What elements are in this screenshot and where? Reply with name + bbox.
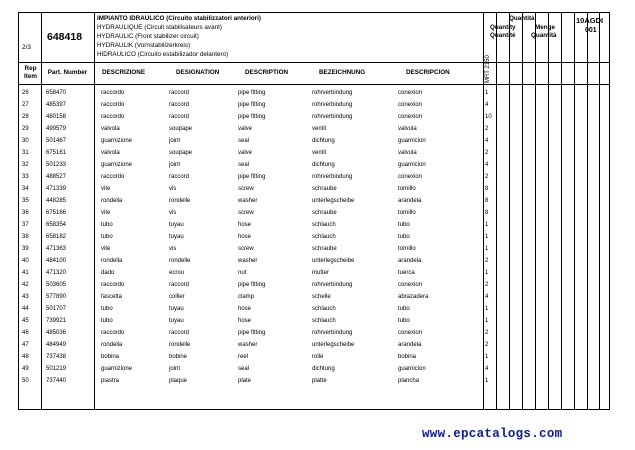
cell-quantity: 1 (485, 90, 489, 96)
cell-description: hose (238, 318, 252, 324)
cell-descripcion: plancha (398, 378, 420, 384)
table-code: 648418 (47, 31, 83, 43)
cell-designation: vis (169, 246, 177, 252)
cell-descrizione: tubo (101, 234, 113, 240)
cell-descrizione: bobina (101, 354, 120, 360)
cell-rep: 48 (22, 354, 29, 360)
cell-description: seal (238, 162, 250, 168)
cell-descripcion: conexion (398, 330, 423, 336)
cell-descripcion: conexion (398, 174, 423, 180)
cell-descrizione: raccordo (101, 90, 125, 96)
cell-part-number: 485397 (46, 102, 67, 108)
cell-part-number: 501219 (46, 366, 67, 372)
cell-bezeichnung: rohrverbindung (312, 282, 353, 288)
cell-bezeichnung: dichtung (312, 162, 335, 168)
cell-part-number: 739921 (46, 318, 67, 324)
cell-part-number: 658354 (46, 222, 67, 228)
cell-descripcion: conexion (398, 114, 423, 120)
cell-description: plate (238, 378, 252, 384)
table-row (19, 304, 609, 316)
cell-bezeichnung: schelle (312, 294, 331, 300)
cell-designation: rondelle (169, 342, 191, 348)
cell-descrizione: rondella (101, 342, 123, 348)
table-row (19, 328, 609, 340)
cell-designation: plaque (169, 378, 188, 384)
cell-description: pipe fitting (238, 174, 266, 180)
cell-quantity: 1 (485, 378, 489, 384)
cell-rep: 37 (22, 222, 29, 228)
cell-part-number: 501233 (46, 162, 67, 168)
cell-quantity: 1 (485, 354, 489, 360)
cell-rep: 46 (22, 330, 29, 336)
cell-rep: 36 (22, 210, 29, 216)
cell-description: pipe fitting (238, 102, 266, 108)
cell-descripcion: tornillo (398, 210, 416, 216)
table-row (19, 100, 609, 112)
cell-designation: joint (169, 162, 181, 168)
cell-descripcion: conexion (398, 102, 423, 108)
cell-descrizione: valvola (101, 126, 120, 132)
cell-rep: 49 (22, 366, 29, 372)
cell-bezeichnung: rolle (312, 354, 324, 360)
cell-bezeichnung: schlauch (312, 306, 336, 312)
cell-designation: tuyau (169, 318, 184, 324)
qty-fr: Quantité (490, 32, 516, 39)
title-en: HYDRAULIC (Front stabilizer circuit) (97, 33, 199, 40)
cell-quantity: 4 (485, 294, 489, 300)
cell-part-number: 480158 (46, 114, 67, 120)
cell-rep: 39 (22, 246, 29, 252)
cell-bezeichnung: schraube (312, 186, 337, 192)
cell-designation: joint (169, 138, 181, 144)
table-row (19, 268, 609, 280)
table-row (19, 124, 609, 136)
cell-designation: bobine (169, 354, 188, 360)
cell-description: valve (238, 126, 253, 132)
cell-quantity: 4 (485, 162, 489, 168)
cell-bezeichnung: schlauch (312, 222, 336, 228)
cell-bezeichnung: rohrverbindung (312, 114, 353, 120)
title-de: HYDRAULIK (Vornstabilizerkreis) (97, 42, 191, 49)
table-row (19, 208, 609, 220)
cell-designation: raccord (169, 102, 190, 108)
cell-quantity: 2 (485, 342, 489, 348)
cell-descrizione: dado (101, 270, 115, 276)
header-divider (19, 62, 609, 63)
cell-rep: 47 (22, 342, 29, 348)
cell-description: pipe fitting (238, 330, 266, 336)
cell-rep: 27 (22, 102, 29, 108)
cell-quantity: 10 (485, 114, 492, 120)
cell-descrizione: piastra (101, 378, 120, 384)
cell-designation: soupape (169, 126, 193, 132)
model-sub: 001 (585, 27, 597, 34)
cell-designation: rondelle (169, 258, 191, 264)
cell-designation: vis (169, 210, 177, 216)
cell-descripcion: arandela (398, 198, 422, 204)
cell-quantity: 8 (485, 198, 489, 204)
cell-bezeichnung: rohrverbindung (312, 102, 353, 108)
cell-quantity: 4 (485, 366, 489, 372)
cell-designation: tuyau (169, 306, 184, 312)
cell-bezeichnung: schlauch (312, 318, 336, 324)
cell-rep: 38 (22, 234, 29, 240)
cell-rep: 42 (22, 282, 29, 288)
table-row (19, 88, 609, 100)
title-it: IMPIANTO IDRAULICO (Circuito stabilizzatori anteriori) (97, 15, 261, 22)
cell-descrizione: vite (101, 210, 111, 216)
cell-part-number: 484949 (46, 342, 67, 348)
cell-part-number: 471339 (46, 186, 67, 192)
cell-description: clamp (238, 294, 255, 300)
cell-rep: 44 (22, 306, 29, 312)
cell-descrizione: tubo (101, 222, 113, 228)
cell-description: hose (238, 306, 252, 312)
parts-sheet (18, 12, 610, 410)
cell-description: seal (238, 366, 250, 372)
cell-designation: rondelle (169, 198, 191, 204)
model-code: 10AGDI (576, 16, 604, 25)
table-row (19, 244, 609, 256)
cell-rep: 32 (22, 162, 29, 168)
cell-bezeichnung: mutter (312, 270, 330, 276)
cell-descripcion: conexion (398, 90, 423, 96)
col-designation: DESIGNATION (176, 69, 220, 76)
cell-description: screw (238, 246, 254, 252)
cell-description: pipe fitting (238, 282, 266, 288)
cell-descripcion: tubo (398, 234, 410, 240)
cell-designation: collier (169, 294, 185, 300)
cell-description: pipe fitting (238, 114, 266, 120)
cell-bezeichnung: dichtung (312, 366, 335, 372)
cell-description: screw (238, 210, 254, 216)
cell-quantity: 4 (485, 138, 489, 144)
cell-descrizione: tubo (101, 306, 113, 312)
cell-designation: soupape (169, 150, 193, 156)
title-fr: HYDRAULIQUE (Circuit stabilisateurs avant) (97, 24, 222, 31)
cell-bezeichnung: rohrverbindung (312, 330, 353, 336)
cell-descripcion: conexion (398, 282, 423, 288)
col-descrizione: DESCRIZIONE (102, 69, 146, 76)
col-part-number: Part. Number (47, 69, 88, 76)
cell-part-number: 485036 (46, 330, 67, 336)
cell-designation: raccord (169, 114, 190, 120)
table-row (19, 148, 609, 160)
cell-descrizione: guarnizione (101, 366, 133, 372)
table-row (19, 292, 609, 304)
cell-quantity: 1 (485, 234, 489, 240)
cell-descripcion: valvula (398, 126, 417, 132)
cell-descrizione: raccordo (101, 282, 125, 288)
table-row (19, 232, 609, 244)
cell-part-number: 471320 (46, 270, 67, 276)
cell-descripcion: valvula (398, 150, 417, 156)
cell-descrizione: guarnizione (101, 138, 133, 144)
cell-descripcion: tubo (398, 222, 410, 228)
cell-description: pipe fitting (238, 90, 266, 96)
cell-quantity: 4 (485, 102, 489, 108)
cell-rep: 34 (22, 186, 29, 192)
cell-descrizione: raccordo (101, 102, 125, 108)
table-row (19, 352, 609, 364)
cell-quantity: 1 (485, 318, 489, 324)
cell-bezeichnung: schlauch (312, 234, 336, 240)
cell-rep: 41 (22, 270, 29, 276)
cell-designation: raccord (169, 90, 190, 96)
cell-descripcion: tubo (398, 306, 410, 312)
cell-quantity: 8 (485, 186, 489, 192)
cell-quantity: 2 (485, 258, 489, 264)
cell-rep: 28 (22, 114, 29, 120)
table-row (19, 136, 609, 148)
cell-description: nut (238, 270, 247, 276)
cell-bezeichnung: ventil (312, 150, 327, 156)
cell-quantity: 2 (485, 174, 489, 180)
cell-descrizione: guarnizione (101, 162, 133, 168)
cell-description: washer (238, 258, 258, 264)
watermark-url: www.epcatalogs.com (422, 427, 563, 441)
cell-bezeichnung: ventil (312, 126, 327, 132)
cell-descrizione: rondella (101, 198, 123, 204)
table-row (19, 196, 609, 208)
qty-de: Menge (535, 24, 555, 31)
cell-descripcion: guarnicion (398, 162, 426, 168)
table-row (19, 280, 609, 292)
title-es: HIDRAULICO (Circuito estabilizador delantero) (97, 51, 229, 58)
cell-designation: raccord (169, 174, 190, 180)
cell-quantity: 1 (485, 306, 489, 312)
cell-rep: 50 (22, 378, 29, 384)
cell-quantity: 1 (485, 222, 489, 228)
qty-es: Quantità (531, 32, 557, 39)
cell-bezeichnung: schraube (312, 210, 337, 216)
table-row (19, 172, 609, 184)
cell-description: seal (238, 138, 250, 144)
cell-rep: 40 (22, 258, 29, 264)
cell-descrizione: raccordo (101, 174, 125, 180)
cell-descrizione: tubo (101, 318, 113, 324)
col-descripcion: DESCRIPCION (406, 69, 450, 76)
cell-bezeichnung: unterlegscheibe (312, 198, 355, 204)
cell-bezeichnung: unterlegscheibe (312, 342, 355, 348)
cell-part-number: 499579 (46, 126, 67, 132)
col-bezeichnung: BEZEICHNUNG (319, 69, 366, 76)
cell-part-number: 737440 (46, 378, 67, 384)
cell-descrizione: valvola (101, 150, 120, 156)
cell-part-number: 737438 (46, 354, 67, 360)
cell-quantity: 2 (485, 330, 489, 336)
cell-descripcion: guarnicion (398, 138, 426, 144)
cell-bezeichnung: rohrverbindung (312, 174, 353, 180)
cell-part-number: 501467 (46, 138, 67, 144)
cell-descrizione: fascetta (101, 294, 123, 300)
table-row (19, 376, 609, 388)
cell-descrizione: vite (101, 186, 111, 192)
cell-part-number: 448285 (46, 198, 67, 204)
table-row (19, 256, 609, 268)
table-row (19, 160, 609, 172)
cell-rep: 26 (22, 90, 29, 96)
cell-quantity: 8 (485, 210, 489, 216)
cell-bezeichnung: dichtung (312, 138, 335, 144)
qty-en: Quantity (490, 24, 516, 31)
cell-descripcion: tornillo (398, 246, 416, 252)
cell-descrizione: raccordo (101, 114, 125, 120)
cell-quantity: 1 (485, 246, 489, 252)
cell-description: valve (238, 150, 253, 156)
cell-designation: ecrou (169, 270, 185, 276)
cell-bezeichnung: schraube (312, 246, 337, 252)
cell-rep: 45 (22, 318, 29, 324)
cell-rep: 43 (22, 294, 29, 300)
table-row (19, 220, 609, 232)
cell-descripcion: arandela (398, 258, 422, 264)
cell-descripcion: arandela (398, 342, 422, 348)
cell-part-number: 658470 (46, 90, 67, 96)
cell-part-number: 577890 (46, 294, 67, 300)
cell-bezeichnung: unterlegscheibe (312, 258, 355, 264)
cell-descripcion: bobina (398, 354, 417, 360)
cell-quantity: 2 (485, 150, 489, 156)
cell-descripcion: tornillo (398, 186, 416, 192)
cell-descripcion: tuerca (398, 270, 415, 276)
cell-designation: raccord (169, 330, 190, 336)
cell-descripcion: tubo (398, 318, 410, 324)
cell-designation: tuyau (169, 222, 184, 228)
cell-part-number: 675166 (46, 210, 67, 216)
cell-part-number: 484100 (46, 258, 67, 264)
table-row (19, 112, 609, 124)
col-item: Item (24, 73, 37, 80)
cell-descrizione: raccordo (101, 330, 125, 336)
cell-designation: vis (169, 186, 177, 192)
cell-part-number: 501707 (46, 306, 67, 312)
cell-description: washer (238, 198, 258, 204)
cell-bezeichnung: rohrverbindung (312, 90, 353, 96)
column-header-divider (19, 84, 609, 85)
cell-descripcion: guarnicion (398, 366, 426, 372)
cell-rep: 29 (22, 126, 29, 132)
cell-description: hose (238, 222, 252, 228)
cell-part-number: 503605 (46, 282, 67, 288)
page-number: 2/3 (22, 44, 32, 51)
table-row (19, 340, 609, 352)
cell-part-number: 658182 (46, 234, 67, 240)
cell-bezeichnung: platte (312, 378, 327, 384)
cell-part-number: 675161 (46, 150, 67, 156)
cell-descrizione: rondella (101, 258, 123, 264)
cell-quantity: 2 (485, 126, 489, 132)
table-row (19, 316, 609, 328)
cell-part-number: 471363 (46, 246, 67, 252)
cell-quantity: 2 (485, 282, 489, 288)
cell-description: hose (238, 234, 252, 240)
cell-designation: tuyau (169, 234, 184, 240)
cell-designation: raccord (169, 282, 190, 288)
cell-designation: joint (169, 366, 181, 372)
cell-quantity: 1 (485, 270, 489, 276)
cell-descrizione: vite (101, 246, 111, 252)
cell-description: reel (238, 354, 249, 360)
cell-rep: 33 (22, 174, 29, 180)
col-description: DESCRIPTION (245, 69, 289, 76)
table-row (19, 184, 609, 196)
col-rep: Rep (24, 65, 37, 72)
model-rotated-label: MRT 2150 (485, 55, 491, 83)
table-row (19, 364, 609, 376)
cell-rep: 31 (22, 150, 29, 156)
qty-title: Quantità (509, 15, 535, 22)
cell-description: washer (238, 342, 258, 348)
cell-description: screw (238, 186, 254, 192)
cell-descripcion: abrazadera (398, 294, 429, 300)
cell-rep: 30 (22, 138, 29, 144)
cell-rep: 35 (22, 198, 29, 204)
cell-part-number: 488527 (46, 174, 67, 180)
